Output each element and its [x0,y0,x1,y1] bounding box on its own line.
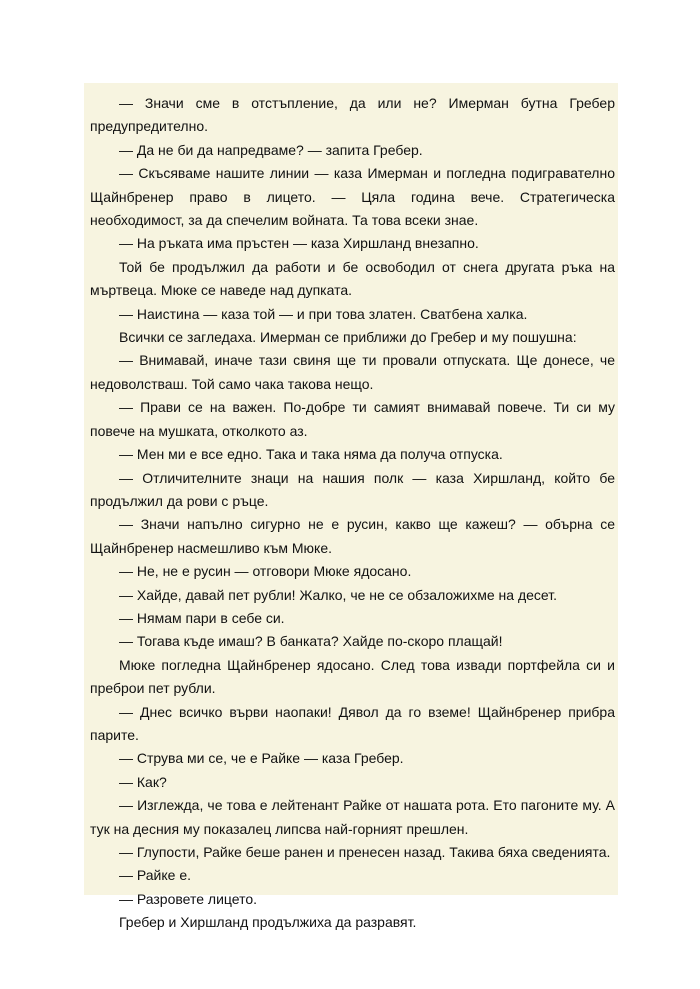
paragraph: — Глупости, Райке беше ранен и пренесен назад. Такива бяха сведенията. [119,844,611,860]
paragraph: Гребер и Хиршланд продължиха да разравят. [119,914,417,931]
paragraph: — Значи сме в отстъпление, да или не? Имерман бутна Гребер предупредително. [90,95,615,135]
page-text-block [84,83,618,931]
paragraph: — Прави се на важен. По-добре ти самият внимавай повече. Ти си му повече на мушката, отколкото аз. [90,399,615,439]
paragraph: Всички се загледаха. Имерман се приближи до Гребер и му пошушна: [119,329,577,346]
paragraph: — Тогава къде имаш? В банката? Хайде по-скоро плащай! [119,633,503,650]
paragraph: — Струва ми се, че е Райке — каза Гребер. [119,750,404,767]
paragraph: — Разровете лицето. [119,890,258,907]
paragraph: — Да не би да напредваме? — запита Гребер. [119,141,423,158]
paragraph: Той бе продължил да работи и бе освободил от снега другата ръка на мъртвеца. Мюке се наведе над дупката. [90,258,615,299]
paragraph: — Нямам пари в себе си. [119,609,285,626]
paragraph: — Хайде, давай пет рубли! Жалко, че не се обзаложихме на десет. [119,586,557,603]
paragraph: — Наистина — каза той — и при това златен. Сватбена халка. [119,305,528,322]
paragraph: — Отличителните знаци на нашия полк — каза Хиршланд, който бе продължил да рови с ръце. [90,469,615,509]
paragraph: — Скъсяваме нашите линии — каза Имерман и погледна подигравателно Щайнбренер право в лицето. — Цяла година вече. Стратегическа необходимост, за да спечелим войната. Та това всеки знае. [90,165,615,229]
paragraph: — Значи напълно сигурно не е русин, какво ще кажеш? — обърна се Щайнбренер насмешливо към Мюке. [90,516,615,556]
paragraph: — Мен ми е все едно. Така и така няма да получа отпуска. [119,446,503,463]
paragraph: — Не, не е русин — отговори Мюке ядосано. [119,563,412,580]
paragraph: — Изглежда, че това е лейтенант Райке от нашата рота. Ето пагоните му. А тук на десния му показалец липсва най-горният прешлен. [90,797,615,837]
paragraph: — На ръката има пръстен — каза Хиршланд внезапно. [119,235,479,252]
paragraph: — Днес всичко върви наопаки! Дявол да го вземе! Щайнбренер прибра парите. [90,703,615,743]
paragraph: — Как? [119,773,167,790]
paragraph: — Райке е. [119,867,192,884]
paragraph: — Внимавай, иначе тази свиня ще ти провали отпуската. Ще донесе, че недоволстваш. Той само чака такова нещо. [90,352,615,392]
paragraph: Мюке погледна Щайнбренер ядосано. След това извади портфейла си и преброи пет рубли. [90,656,615,697]
